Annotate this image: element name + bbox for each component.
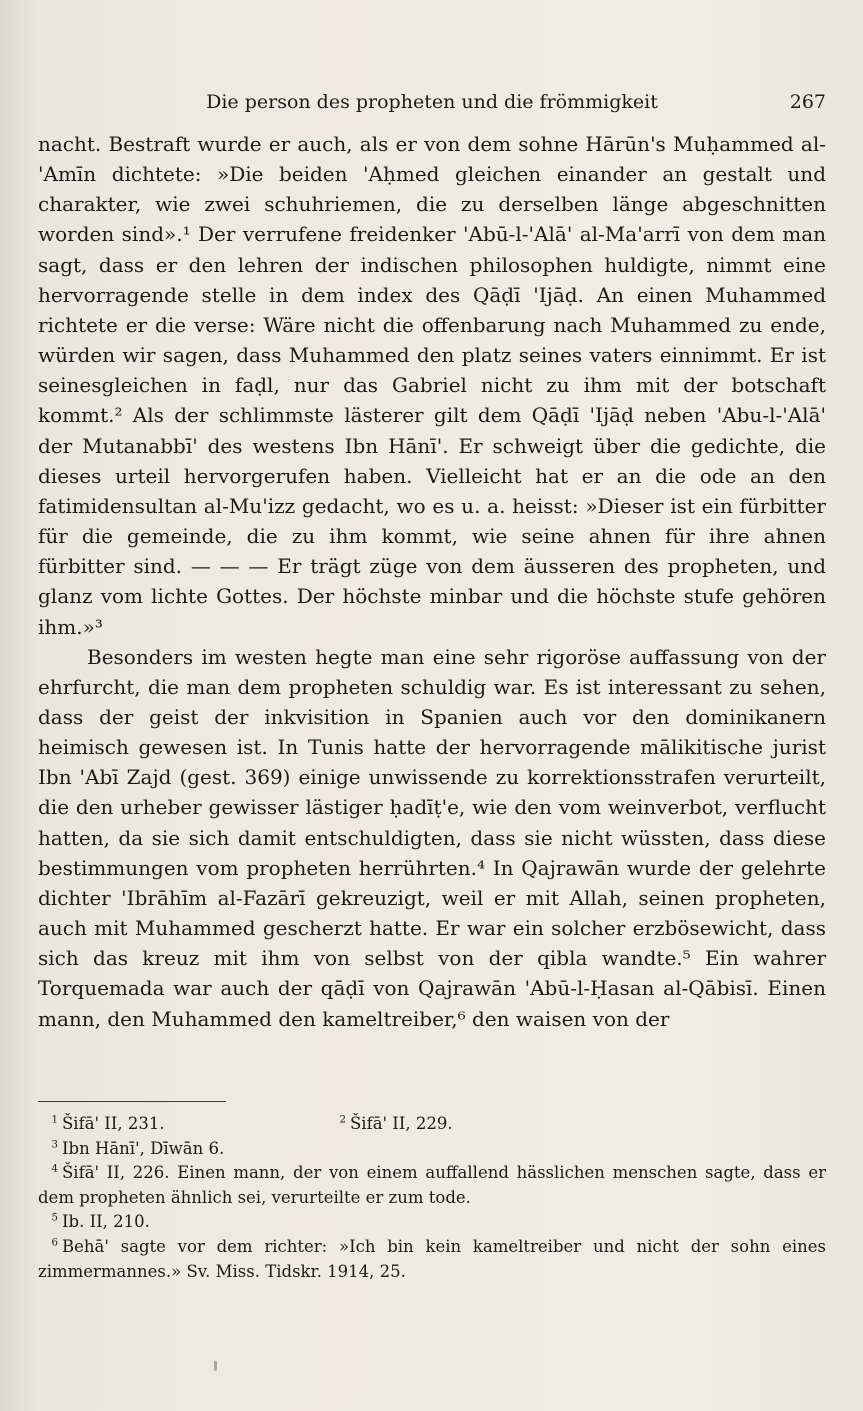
footnote-2: $^2$ Šifā' II, 229.: [339, 1114, 453, 1133]
footnote-5: $^5$ Ib. II, 210.: [51, 1212, 150, 1232]
running-header: [38, 89, 826, 115]
page-number: 267: [789, 91, 826, 113]
paragraph-2: Besonders im westen hegte man eine sehr rigoröse auffassung von der ehrfurcht, die man dem propheten schuldig war. Es ist interessant zu sehen, dass der geist der inkvisition in Spanien auch vor den dominikanern heimisch gewesen ist. In Tunis hatte der hervorragende mālikitische jurist Ibn 'Abī Zajd (gest. 369) einige unwissende zu korrektionsstrafen verurteilt, die den urheber gewisser lästiger ḥadīṭ'e, wie den vom weinverbot, verflucht hatten, da sie sich damit entschuldigten, dass sie nicht wüssten, dass diese bestimmungen vom propheten herrührten.⁴ In Qajrawān wurde der gelehrte dichter 'Ibrāhīm al-Fazārī gekreuzigt, weil er mit Allah, seinen propheten, auch mit Muhammed gescherzt hatte. Er war ein solcher erzbösewicht, dass sich das kreuz mit ihm von selbst von der qibla wandte.⁵ Ein wahrer Torquemada war auch der qāḍī von Qajrawān 'Abū-l-Ḥasan al-Qābisī. Einen mann, den Muhammed den kameltreiber,⁶ den waisen von der: [38, 644, 826, 1031]
paragraph-1: nacht. Bestraft wurde er auch, als er von dem sohne Hārūn's Muḥammed al-'Amīn dichtete: »Die beiden 'Aḥmed gleichen einander an gestalt und charakter, wie zwei schuhriemen, die zu derselben länge abgeschnitten worden sind».¹ Der verrufene freidenker 'Abū-l-'Alā' al-Ma'arrī von dem man sagt, dass er den lehren der indischen philosophen huldigte, nimmt eine hervorragende stelle in dem index des Qāḍī 'Ijāḍ. An einen Muhammed richtete er die verse: Wäre nicht die offenbarung nach Muhammed zu ende, würden wir sagen, dass Muhammed den platz seines vaters einnimmt. Er ist seinesgleichen in faḍl, nur das Gabriel nicht zu ihm mit der botschaft kommt.² Als der schlimmste lästerer gilt dem Qāḍī 'Ijāḍ neben 'Abu-l-'Alā' der Mutanabbī' des westens Ibn Hānī'. Er schweigt über die gedichte, die dieses urteil hervorgerufen haben. Vielleicht hat er an die ode an den fatimidensultan al-Mu'izz gedacht, wo es u. a. heisst: »Dieser ist ein fürbitter für die gemeinde, die zu ihm kommt, wie seine ahnen für ihre ahnen fürbitter sind. — — — Er trägt züge von dem äusseren des propheten, und glanz vom lichte Gottes. Der höchste minbar und die höchste stufe gehören ihm.»³: [38, 132, 826, 639]
footnote-rule: [38, 1101, 226, 1102]
print-speck: [214, 1361, 217, 1371]
footnote-row-1-2: [38, 1112, 826, 1137]
footnotes: [38, 1112, 826, 1284]
footnote-6: $^6$ Behā' sagte vor dem richter: »Ich bin kein kameltreiber und nicht der sohn eines zimmermannes.» Sv. Miss. Tidskr. 1914, 25.: [38, 1236, 826, 1281]
footnote-3: $^3$ Ibn Hānī', Dīwān 6.: [51, 1138, 225, 1158]
running-title: Die person des propheten und die frömmigkeit: [206, 91, 658, 113]
footnote-4: $^4$ Šifā' II, 226. Einen mann, der von einem auffallend hässlichen menschen sagte, dass er dem propheten ähnlich sei, verurteilte er zum tode.: [38, 1163, 826, 1207]
main-text: [38, 129, 826, 1034]
footnote-1: $^1$ Šifā' II, 231.: [51, 1114, 165, 1133]
